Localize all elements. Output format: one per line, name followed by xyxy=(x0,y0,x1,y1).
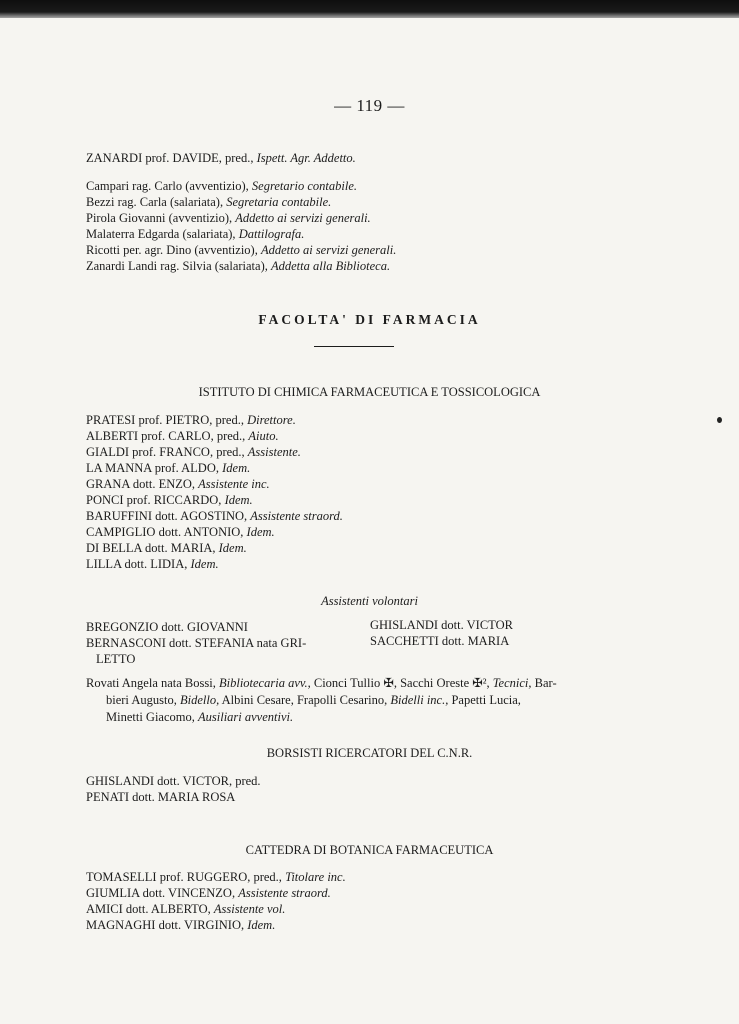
staff-name: Campari rag. Carlo (avventizio), xyxy=(86,179,249,193)
volontari-left-row: BREGONZIO dott. GIOVANNI xyxy=(86,620,248,634)
faculty-title: FACOLTA' DI FARMACIA xyxy=(258,312,481,327)
member-name: GIUMLIA dott. VINCENZO, xyxy=(86,886,236,900)
staff-role: Addetta alla Biblioteca. xyxy=(271,259,391,273)
member-name: MAGNAGHI dott. VIRGINIO, xyxy=(86,918,245,932)
istituto-member xyxy=(86,493,253,508)
member-name: LA MANNA prof. ALDO, xyxy=(86,461,219,475)
member-name: PONCI prof. RICCARDO, xyxy=(86,493,222,507)
staff-name: Pirola Giovanni (avventizio), xyxy=(86,211,233,225)
borsisti-member: PENATI dott. MARIA ROSA xyxy=(86,790,236,804)
title-rule xyxy=(314,346,394,347)
botanica-member xyxy=(86,902,285,917)
member-name: ALBERTI prof. CARLO, pred., xyxy=(86,429,246,443)
botanica-title: CATTEDRA DI BOTANICA FARMACEUTICA xyxy=(245,843,494,857)
istituto-member xyxy=(86,477,270,492)
staff-row xyxy=(86,211,371,226)
para-role: Bidello, xyxy=(179,693,220,707)
istituto-member xyxy=(86,461,250,476)
para-text: Cionci Tullio ✠, Sacchi Oreste ✠², xyxy=(313,676,490,690)
entry-zanardi xyxy=(86,151,356,166)
volontari-left-row: LETTO xyxy=(96,652,136,666)
volontari-right-row: GHISLANDI dott. VICTOR xyxy=(370,618,513,632)
istituto-member xyxy=(86,525,275,540)
para-role: Tecnici, xyxy=(492,676,532,690)
member-name: GRANA dott. ENZO, xyxy=(86,477,196,491)
member-name: CAMPIGLIO dott. ANTONIO, xyxy=(86,525,244,539)
staff-role: Dattilografa. xyxy=(238,227,305,241)
istituto-member xyxy=(86,541,247,556)
borsisti-member: GHISLANDI dott. VICTOR, pred. xyxy=(86,774,261,788)
botanica-member xyxy=(86,870,346,885)
member-role: Idem. xyxy=(224,493,253,507)
staff-role: Segretario contabile. xyxy=(251,179,357,193)
volontari-left-row: BERNASCONI dott. STEFANIA nata GRI- xyxy=(86,636,307,650)
member-name: BARUFFINI dott. AGOSTINO, xyxy=(86,509,248,523)
entry-role: Ispett. Agr. Addetto. xyxy=(256,151,356,165)
member-role: Idem. xyxy=(222,461,251,475)
member-role: Assistente straord. xyxy=(238,886,331,900)
staff-name: Bezzi rag. Carla (salariata), xyxy=(86,195,224,209)
para-text: bieri Augusto, xyxy=(106,693,177,707)
para-text: Bar- xyxy=(534,676,557,690)
member-role: Idem. xyxy=(246,525,275,539)
member-role: Assistente inc. xyxy=(198,477,270,491)
ink-speck xyxy=(717,417,722,423)
volontari-title: Assistenti volontari xyxy=(321,594,418,608)
istituto-member xyxy=(86,413,296,428)
para-text: Albini Cesare, Frapolli Cesarino, xyxy=(221,693,388,707)
member-role: Aiuto. xyxy=(248,429,279,443)
member-role: Assistente vol. xyxy=(213,902,286,916)
para-role: Ausiliari avventivi. xyxy=(198,710,294,724)
botanica-member xyxy=(86,886,331,901)
para-text: Papetti Lucia, xyxy=(451,693,521,707)
member-role: Assistente. xyxy=(247,445,301,459)
member-name: GIALDI prof. FRANCO, pred., xyxy=(86,445,245,459)
para-continuation xyxy=(86,709,634,726)
staff-name: Ricotti per. agr. Dino (avventizio), xyxy=(86,243,258,257)
para-role: Bidelli inc., xyxy=(390,693,449,707)
staff-row xyxy=(86,259,390,274)
botanica-member xyxy=(86,918,275,933)
member-role: Assistente straord. xyxy=(250,509,343,523)
scan-top-band xyxy=(0,0,739,18)
para-continuation xyxy=(86,692,634,709)
staff-row xyxy=(86,243,396,258)
para-text: Rovati Angela nata Bossi, xyxy=(86,676,216,690)
member-name: TOMASELLI prof. RUGGERO, pred., xyxy=(86,870,282,884)
istituto-member xyxy=(86,445,301,460)
staff-role: Addetto ai servizi generali. xyxy=(235,211,371,225)
para-text: Minetti Giacomo, xyxy=(106,710,195,724)
istituto-title: ISTITUTO DI CHIMICA FARMACEUTICA E TOSSICOLOGICA xyxy=(198,385,541,399)
member-name: AMICI dott. ALBERTO, xyxy=(86,902,211,916)
staff-row xyxy=(86,227,304,242)
volontari-right-row: SACCHETTI dott. MARIA xyxy=(370,634,510,648)
staff-name: Zanardi Landi rag. Silvia (salariata), xyxy=(86,259,268,273)
member-name: PRATESI prof. PIETRO, pred., xyxy=(86,413,244,427)
staff-role: Segretaria contabile. xyxy=(226,195,332,209)
member-name: LILLA dott. LIDIA, xyxy=(86,557,188,571)
member-role: Idem. xyxy=(247,918,276,932)
member-role: Direttore. xyxy=(247,413,296,427)
istituto-member xyxy=(86,509,343,524)
tecnici-paragraph xyxy=(86,675,634,726)
istituto-member xyxy=(86,557,219,572)
istituto-member xyxy=(86,429,279,444)
member-role: Idem. xyxy=(218,541,247,555)
staff-row xyxy=(86,195,331,210)
staff-row xyxy=(86,179,357,194)
entry-name: ZANARDI prof. DAVIDE, pred., xyxy=(86,151,254,165)
borsisti-title: BORSISTI RICERCATORI DEL C.N.R. xyxy=(266,746,473,760)
staff-role: Addetto ai servizi generali. xyxy=(260,243,397,257)
staff-name: Malaterra Edgarda (salariata), xyxy=(86,227,236,241)
para-role: Bibliotecaria avv., xyxy=(218,676,311,690)
page-number: — 119 — xyxy=(334,96,405,115)
member-role: Titolare inc. xyxy=(285,870,346,884)
member-role: Idem. xyxy=(190,557,219,571)
member-name: DI BELLA dott. MARIA, xyxy=(86,541,216,555)
